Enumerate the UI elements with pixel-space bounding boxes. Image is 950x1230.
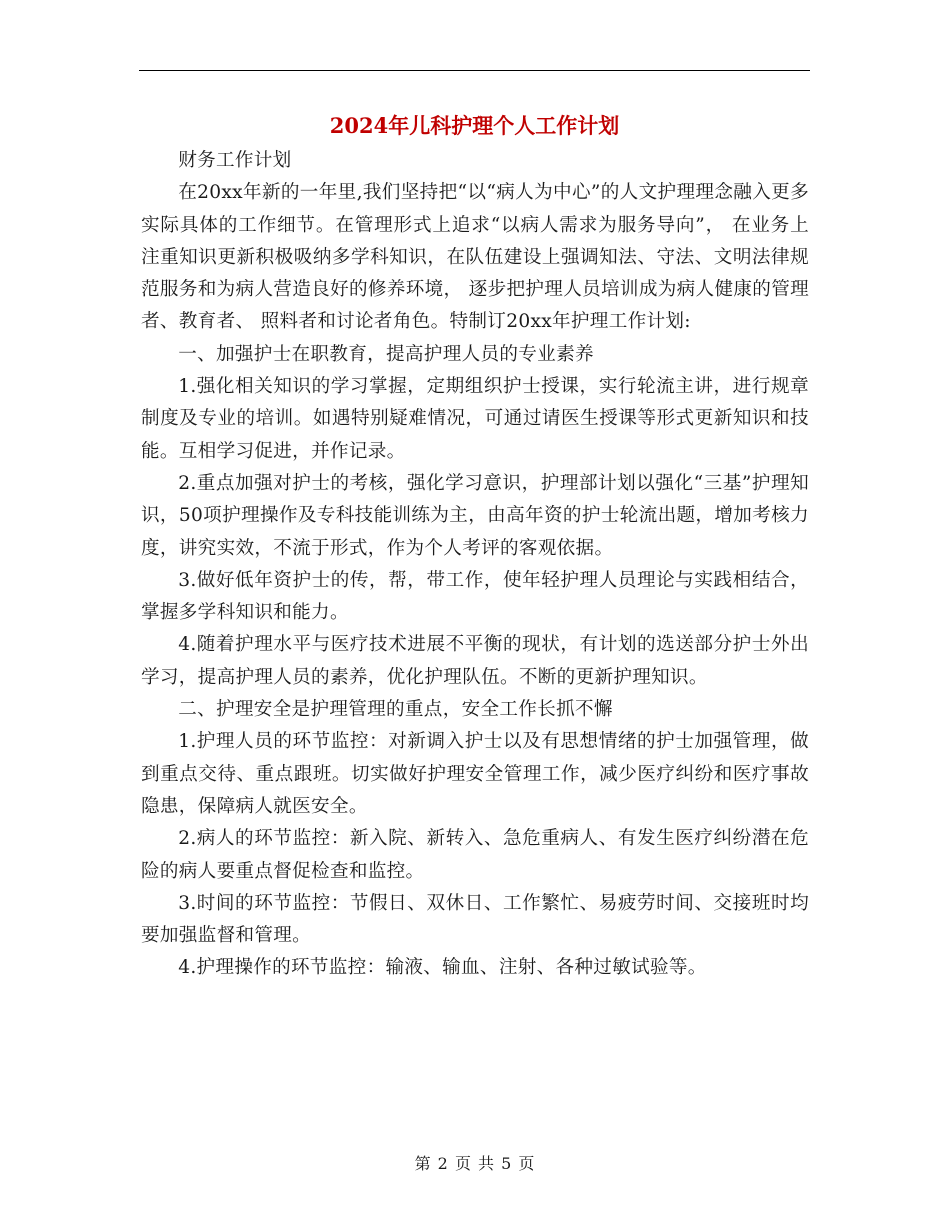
paragraph-1-2: 2.重点加强对护士的考核，强化学习意识，护理部计划以强化“三基”护理知识，50项护理操作及专科技能训练为主，由高年资的护士轮流出题，增加考核力度，讲究实效，不流于形式，作为个人考评的客观依据。 (141, 472, 809, 559)
paragraph-2-3: 3.时间的环节监控：节假日、双休日、工作繁忙、易疲劳时间、交接班时均要加强监督和管理。 (141, 892, 809, 947)
paragraph-2-1: 1.护理人员的环节监控：对新调入护士以及有思想情绪的护士加强管理，做到重点交待、重点跟班。切实做好护理安全管理工作，减少医疗纠纷和医疗事故隐患，保障病人就医安全。 (141, 731, 809, 817)
header-rule (139, 70, 810, 71)
paragraph-subtitle: 财务工作计划 (178, 150, 292, 171)
paragraph-1-4: 4.随着护理水平与医疗技术进展不平衡的现状，有计划的选送部分护士外出学习，提高护理人员的素养，优化护理队伍。不断的更新护理知识。 (141, 634, 809, 688)
section-heading-2: 二、护理安全是护理管理的重点，安全工作长抓不懈 (178, 699, 613, 721)
paragraph-1-1: 1.强化相关知识的学习掌握，定期组织护士授课，实行轮流主讲，进行规章制度及专业的培训。如遇特别疑难情况，可通过请医生授课等形式更新知识和技能。互相学习促进，并作记录。 (141, 376, 809, 462)
paragraph-intro: 在20xx年新的一年里,我们坚持把“以“病人为中心”的人文护理理念融入更多实际具体的工作细节。在管理形式上追求“以病人需求为服务导向”， 在业务上注重知识更新积极吸纳多学科知识，在队伍建设上强调知法、守法、文明法律规范服务和为病人营造良好的修养环境， 逐步把护理人员培训成为病人健康的管理者、教育者、 照料者和讨论者角色。特制订20xx年护理工作计划: (141, 182, 809, 333)
paragraph-2-2: 2.病人的环节监控：新入院、新转入、急危重病人、有发生医疗纠纷潜在危险的病人要重点督促检查和监控。 (141, 828, 809, 882)
document-body (141, 145, 809, 985)
section-heading-1: 一、加强护士在职教育，提高护理人员的专业素养 (178, 343, 594, 365)
document-title: 2024年儿科护理个人工作计划 (329, 113, 620, 138)
paragraph-1-3: 3.做好低年资护士的传，帮，带工作，使年轻护理人员理论与实践相结合，掌握多学科知识和能力。 (141, 569, 809, 624)
paragraph-2-4: 4.护理操作的环节监控：输液、输血、注射、各种过敏试验等。 (178, 957, 707, 979)
page-number-footer: 第 2 页 共 5 页 (414, 1154, 536, 1173)
